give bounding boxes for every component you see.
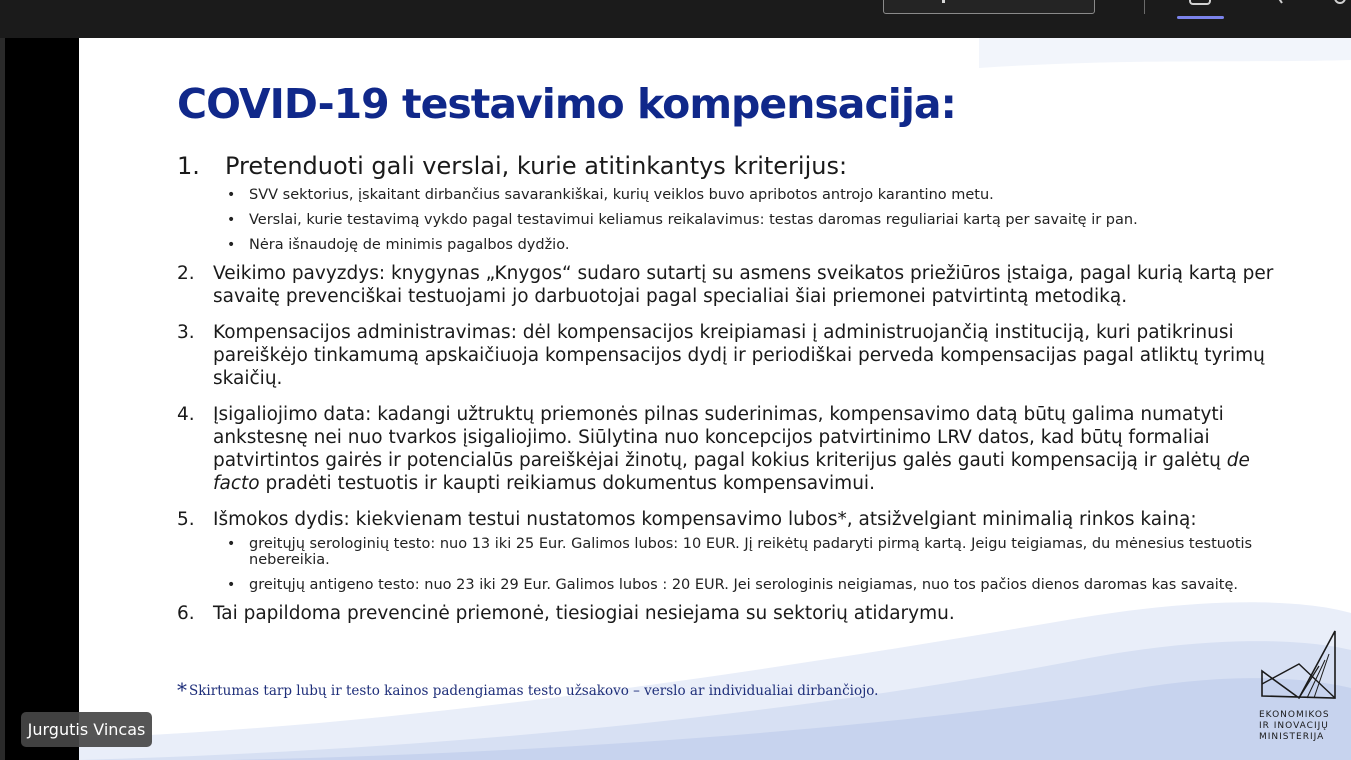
bullet-item: • SVV sektorius, įskaitant dirbančius savarankiškai, kurių veiklos buvo apribotos antrojo karantino metu. — [225, 187, 1287, 203]
video-letterbox — [5, 38, 79, 760]
list-item-3 — [177, 321, 1287, 390]
list-item-5 — [177, 508, 1287, 593]
list-item-6 — [177, 602, 1287, 625]
list-item-2 — [177, 262, 1287, 308]
slide-footnote — [177, 678, 878, 702]
item-number: 2. — [177, 263, 195, 284]
logo-line-1: EKONOMIKOS — [1259, 710, 1330, 720]
item-number: 6. — [177, 603, 195, 624]
bullet-item: • Verslai, kurie testavimą vykdo pagal testavimui keliamus reikalavimus: testas daromas reguliariai kartą per savaitę ir pan. — [225, 212, 1287, 228]
meeting-top-bar — [0, 0, 1351, 38]
bullet-item: • greitųjų serologinių testo: nuo 13 iki 25 Eur. Galimos lubos: 10 EUR. Jį reikėtų padaryti pirmą kartą. Jeigu teigiamas, du mėnesius testuotis nebereikia. — [213, 536, 1287, 568]
bullet-item: • greitųjų antigeno testo: nuo 23 iki 29 Eur. Galimos lubos : 20 EUR. Jei serologinis neigiamas, nuo tos pačios dienos daromas kas savaitę. — [213, 577, 1287, 593]
list-item-4 — [177, 403, 1287, 495]
ministry-logo — [1259, 626, 1339, 746]
raise-hand-icon[interactable] — [1268, 0, 1296, 12]
item-text: Kompensacijos administravimas: dėl kompensacijos kreipiamasi į administruojančią instituciją, kuri patikrinusi pareiškėjo tinkamumą apskaičiuoja kompensacijos dydį ir periodiškai perveda kompensacijas pagal atliktų tyrimų skaičių. — [213, 322, 1265, 389]
item-text: Veikimo pavyzdys: knygynas „Knygos“ sudaro sutartį su asmens sveikatos priežiūros įstaiga, pagal kurią kartą per savaitę prevenciškai testuojami jo darbuotojai pagal specialiai šiai priemonei patvirtintą metodiką. — [213, 263, 1274, 307]
shared-slide — [79, 38, 1351, 760]
item-number: 3. — [177, 322, 195, 343]
ministry-logo-mark-icon — [1259, 626, 1339, 706]
item-text: Išmokos dydis: kiekvienam testui nustatomos kompensavimo lubos*, atsižvelgiant minimalią rinkos kainą: — [213, 509, 1197, 530]
slide-list — [177, 151, 1287, 625]
item-number: 4. — [177, 404, 195, 425]
bullet-item: • Nėra išnaudoję de minimis pagalbos dydžio. — [225, 237, 1287, 253]
item-number: 1. — [177, 152, 200, 180]
participant-name-tag: Jurgutis Vincas — [21, 712, 152, 747]
sub-bullets — [213, 536, 1287, 593]
chat-icon[interactable] — [1186, 0, 1214, 12]
footnote-text: Skirtumas tarp lubų ir testo kainos padengiamas testo užsakovo – verslo ar individualiai dirbančiojo. — [189, 683, 879, 699]
item-text: Įsigaliojimo data: kadangi užtruktų priemonės pilnas suderinimas, kompensavimo datą būtų galima numatyti ankstesnę nei nuo tvarkos įsigaliojimo. Siūlytina nuo koncepcijos patvirtinimo LRV datos, kad būtų formaliai patvirtintos gairės ir potencialūs pareiškėjai žinotų, pagal kokius kriterijus galės gauti kompensaciją ir galėtų — [213, 404, 1224, 471]
item-text: Tai papildoma prevencinė priemonė, tiesiogiai nesiejama su sektorių atidarymu. — [213, 603, 955, 624]
more-options-icon[interactable] — [1326, 0, 1351, 12]
slide-title: COVID-19 testavimo kompensacija: — [177, 80, 956, 128]
logo-line-3: MINISTERIJA — [1259, 732, 1325, 742]
item-text: Pretenduoti gali verslai, kurie atitinkantys kriterijus: — [225, 152, 848, 180]
toolbar-divider — [1144, 0, 1145, 14]
list-item-1 — [177, 151, 1287, 253]
app-menu-icon[interactable] — [40, 0, 64, 6]
active-tab-indicator — [1177, 16, 1224, 19]
item-number: 5. — [177, 509, 195, 530]
item-text-italic: de facto — [213, 450, 1250, 494]
footnote-star: * — [177, 678, 187, 702]
sub-bullets — [225, 187, 1287, 253]
logo-line-2: IR INOVACIJŲ — [1259, 721, 1329, 731]
item-text-continued: pradėti testuotis ir kaupti reikiamus dokumentus kompensavimui. — [259, 473, 875, 494]
meeting-toolbar-field[interactable] — [883, 0, 1095, 14]
